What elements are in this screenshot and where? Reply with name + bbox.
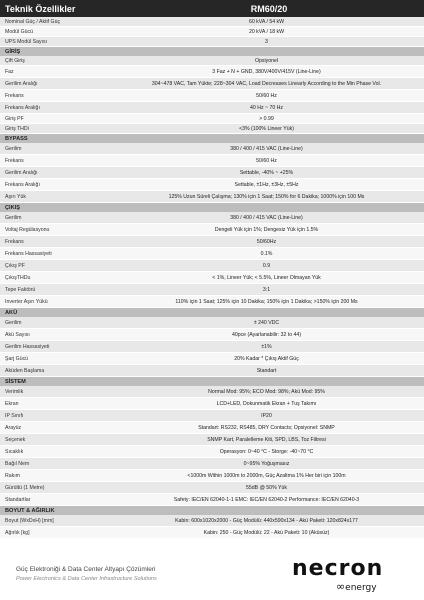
spec-rows xyxy=(0,17,424,539)
spec-row xyxy=(0,155,424,167)
table-header xyxy=(0,0,424,17)
spec-label: Giriş PF xyxy=(5,115,24,122)
spec-label: Şarj Gücü xyxy=(5,355,29,362)
section-header: BYPASS xyxy=(0,134,424,143)
spec-label: İnverter Aşırı Yükü xyxy=(5,298,48,305)
spec-row xyxy=(0,37,424,47)
spec-value: <1000m Within 1000m to 2000m, Güç Azaltma 1% Her biri için 100m xyxy=(187,472,346,479)
spec-row xyxy=(0,27,424,37)
spec-label: Rakım xyxy=(5,472,20,479)
spec-value: Kabin: 250 - Güç Modülü: 22 - Akü Paketi: 10 (Aküsüz) xyxy=(203,529,330,536)
spec-row xyxy=(0,386,424,398)
spec-row xyxy=(0,398,424,410)
spec-value: Opsiyonel xyxy=(254,57,279,64)
spec-label: Verimlik xyxy=(5,388,24,395)
spec-label: Gerilim xyxy=(5,145,22,152)
spec-row xyxy=(0,296,424,308)
spec-label: Akü Sayısı xyxy=(5,331,30,338)
brand-logo: necron xyxy=(292,556,384,581)
spec-value: Settable, -40% ~ +25% xyxy=(239,169,294,176)
spec-label: Gerilim xyxy=(5,319,22,326)
spec-value: Dengeli Yük için 1%; Dengesiz Yük için 1.5% xyxy=(214,226,319,233)
spec-row xyxy=(0,482,424,494)
spec-row xyxy=(0,329,424,341)
spec-row xyxy=(0,260,424,272)
footer-tagline-en: Power Electronics & Data Center Infrastructure Solutions xyxy=(16,576,157,582)
spec-label: Frekans Aralığı xyxy=(5,104,40,111)
spec-row xyxy=(0,434,424,446)
spec-value: 40 Hz ~ 70 Hz xyxy=(249,104,283,111)
spec-value: 40pce (Ayarlanabilir: 32 to 44) xyxy=(231,331,302,338)
spec-label: Ekran xyxy=(5,400,19,407)
spec-value: 50/60Hz xyxy=(256,238,277,245)
spec-label: Aküden Başlama xyxy=(5,367,45,374)
spec-label: Aşırı Yük xyxy=(5,193,26,200)
spec-row xyxy=(0,56,424,66)
spec-value: 3:1 xyxy=(262,286,271,293)
spec-value: Safety: IEC/EN 62040-1-1 EMC: IEC/EN 62040-2 Performance: IEC/EN 62040-3 xyxy=(173,496,360,503)
spec-value: <3% (100% Lineer Yük) xyxy=(239,125,294,132)
spec-value: 3 xyxy=(265,38,268,45)
spec-label: Gerilim Aralığı xyxy=(5,80,38,87)
energy-mark-icon: ∞ xyxy=(336,580,346,593)
spec-value: 50/60 Hz xyxy=(256,92,277,99)
section-header: BOYUT & AĞIRLIK xyxy=(0,506,424,515)
spec-row xyxy=(0,66,424,78)
spec-row xyxy=(0,422,424,434)
spec-label: Modül Gücü xyxy=(5,28,33,35)
spec-value: SNMP Kart, Paralelleme Kiti, SPD, LBS, Toz Filtresi xyxy=(207,436,326,443)
spec-row xyxy=(0,272,424,284)
header-title: Teknik Özellikler xyxy=(5,3,76,14)
brand-sub-logo xyxy=(336,580,377,593)
spec-value: < 1%, Lineer Yük; < 5.5%, Lineer Olmayan Yük xyxy=(212,274,321,281)
spec-row xyxy=(0,341,424,353)
spec-label: Seçenek xyxy=(5,436,26,443)
spec-label: Standartlar xyxy=(5,496,31,503)
spec-value: 55dB @ 50% Yük xyxy=(246,484,287,491)
spec-label: Boyut (WxDxH) [mm] xyxy=(5,517,54,524)
spec-row xyxy=(0,470,424,482)
spec-value: 20 kVA / 18 kW xyxy=(248,28,285,35)
spec-label: Frekans Hassasiyeti xyxy=(5,250,52,257)
spec-value: 20% Kadar * Çıkış Aktif Güç xyxy=(234,355,299,362)
spec-row xyxy=(0,494,424,506)
spec-value: Kabin: 600x1020x2000 - Güç Modülü: 440x590x134 - Akü Paketi: 120x824x177 xyxy=(175,517,358,524)
spec-label: UPS Modül Sayısı xyxy=(5,38,48,45)
spec-row xyxy=(0,365,424,377)
spec-label: Frekans xyxy=(5,157,24,164)
brand-sub-logo-text: energy xyxy=(345,583,377,593)
spec-label: Arayüz xyxy=(5,424,22,431)
spec-row xyxy=(0,458,424,470)
spec-value: 0.9 xyxy=(262,262,271,269)
spec-row xyxy=(0,90,424,102)
spec-row xyxy=(0,212,424,224)
section-header: SİSTEM xyxy=(0,377,424,386)
spec-value: ± 240 VDC xyxy=(253,319,280,326)
spec-row xyxy=(0,527,424,539)
spec-label: Gerilim xyxy=(5,214,22,221)
spec-row xyxy=(0,224,424,236)
spec-value: 60 kVA / 54 kW xyxy=(248,18,285,25)
spec-value: 0~95% Yoğuşmasız xyxy=(243,460,290,467)
footer xyxy=(0,546,424,600)
spec-value: Operasyon: 0~40 °C - Storge: -40~70 °C xyxy=(219,448,314,455)
spec-value: 110% için 1 Saat; 125% için 10 Dakika; 150% için 1 Dakika; >150% için 200 Ms xyxy=(175,298,358,305)
spec-value: Settable, ±1Hz, ±3Hz, ±5Hz xyxy=(234,181,299,188)
spec-label: Gerilim Aralığı xyxy=(5,169,38,176)
spec-label: Çift Giriş xyxy=(5,57,25,64)
spec-row xyxy=(0,179,424,191)
spec-row xyxy=(0,167,424,179)
spec-label: Sıcaklık xyxy=(5,448,24,455)
spec-label: Voltaj Regülasyonu xyxy=(5,226,50,233)
spec-value: 380 / 400 / 415 VAC (Line-Line) xyxy=(230,214,303,221)
spec-row xyxy=(0,284,424,296)
spec-row xyxy=(0,78,424,90)
spec-label: Faz xyxy=(5,68,14,75)
spec-label: Gürültü (1 Metre) xyxy=(5,484,45,491)
spec-row xyxy=(0,236,424,248)
section-header: AKÜ xyxy=(0,308,424,317)
spec-label: Frekans xyxy=(5,238,24,245)
spec-row xyxy=(0,17,424,27)
spec-value: > 0.99 xyxy=(259,115,274,122)
spec-value: 304~478 VAC, Tam Yükte; 228~304 VAC, Load Decreases Linearly According to the Min Phase Vol. xyxy=(151,80,382,87)
spec-value: LCD+LED, Dokunmatik Ekran + Tuş Takımı xyxy=(216,400,317,407)
spec-row xyxy=(0,353,424,365)
spec-row xyxy=(0,317,424,329)
spec-value: 50/60 Hz xyxy=(256,157,277,164)
spec-row xyxy=(0,102,424,114)
spec-row xyxy=(0,410,424,422)
footer-tagline-tr: Güç Elektroniği & Data Center Altyapı Çözümleri xyxy=(16,566,156,573)
spec-row xyxy=(0,446,424,458)
spec-row xyxy=(0,124,424,134)
spec-value: Normal Mod: 95%; ECO Mod: 98%; Akü Mod: 95% xyxy=(208,388,325,395)
spec-label: ÇıkışTHDu xyxy=(5,274,31,281)
spec-row xyxy=(0,191,424,203)
spec-value: Standart xyxy=(256,367,277,374)
spec-label: Giriş THDi xyxy=(5,125,29,132)
spec-value: ±1% xyxy=(261,343,272,350)
header-model: RM60/20 xyxy=(250,3,288,14)
spec-label: Ağırlık [kg] xyxy=(5,529,30,536)
spec-value: 0.1% xyxy=(260,250,273,257)
spec-label: Frekans Aralığı xyxy=(5,181,40,188)
spec-label: Gerilim Hassasiyeti xyxy=(5,343,50,350)
spec-label: IP Sınıfı xyxy=(5,412,24,419)
section-header: GİRİŞ xyxy=(0,47,424,56)
spec-label: Çıkış PF xyxy=(5,262,25,269)
spec-row xyxy=(0,248,424,260)
spec-value: Standart: RS232, RS485, DRY Contacts; Opsiyonel: SNMP xyxy=(198,424,335,431)
section-header: ÇIKIŞ xyxy=(0,203,424,212)
spec-value: 3 Faz + N + GND, 380V/400V/415V (Line-Line) xyxy=(212,68,321,75)
spec-row xyxy=(0,114,424,124)
spec-label: Frekans xyxy=(5,92,24,99)
spec-value: IP20 xyxy=(261,412,272,419)
spec-row xyxy=(0,515,424,527)
spec-label: Bağıl Nem xyxy=(5,460,30,467)
spec-label: Tepe Faktörü xyxy=(5,286,36,293)
spec-row xyxy=(0,143,424,155)
spec-label: Nominal Güç / Aktif Güç xyxy=(5,18,61,25)
spec-value: 125% Uzun Süreli Çalışma; 130% için 1 Saat; 150% for 6 Dakika; 1000% için 100 Ms xyxy=(168,193,365,200)
spec-value: 380 / 400 / 415 VAC (Line-Line) xyxy=(230,145,303,152)
